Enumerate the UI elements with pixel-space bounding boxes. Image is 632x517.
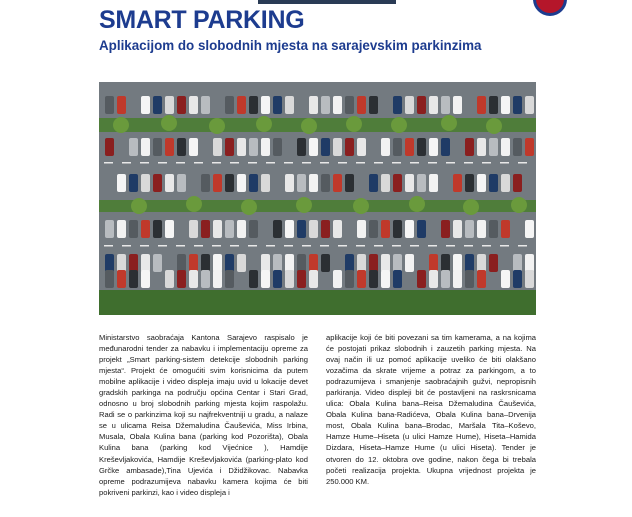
car — [153, 254, 162, 272]
lane-marking — [230, 245, 239, 247]
lane-marking — [356, 162, 365, 164]
car — [177, 270, 186, 288]
car — [309, 96, 318, 114]
lane-marking — [212, 245, 221, 247]
car — [273, 270, 282, 288]
lane-marking — [248, 245, 257, 247]
car — [297, 138, 306, 156]
car — [129, 138, 138, 156]
lane-marking — [518, 162, 527, 164]
car — [333, 220, 342, 238]
lane-marking — [392, 162, 401, 164]
lane-marking — [194, 245, 203, 247]
car — [357, 220, 366, 238]
lane-marking — [500, 162, 509, 164]
car — [261, 174, 270, 192]
car — [297, 254, 306, 272]
car — [417, 174, 426, 192]
car — [225, 220, 234, 238]
article-body-right-column — [326, 332, 536, 487]
car — [441, 138, 450, 156]
car — [405, 254, 414, 272]
car — [165, 270, 174, 288]
car — [189, 254, 198, 272]
car — [189, 96, 198, 114]
parking-lot-aerial-photo — [99, 82, 536, 315]
tree — [409, 196, 425, 212]
car — [489, 254, 498, 272]
car — [465, 174, 474, 192]
car — [441, 254, 450, 272]
lane-marking — [320, 245, 329, 247]
car — [213, 220, 222, 238]
car — [153, 138, 162, 156]
lane-marking — [212, 162, 221, 164]
car — [189, 220, 198, 238]
car — [417, 220, 426, 238]
car — [129, 254, 138, 272]
car — [261, 96, 270, 114]
car — [297, 270, 306, 288]
tree — [463, 199, 479, 215]
car — [237, 174, 246, 192]
car — [285, 254, 294, 272]
car — [429, 270, 438, 288]
car — [309, 138, 318, 156]
car — [381, 220, 390, 238]
car — [141, 174, 150, 192]
car — [321, 220, 330, 238]
tree — [301, 118, 317, 134]
car — [201, 254, 210, 272]
car — [309, 270, 318, 288]
car — [165, 174, 174, 192]
tree — [296, 197, 312, 213]
car — [357, 138, 366, 156]
car — [393, 138, 402, 156]
car — [441, 220, 450, 238]
car — [513, 254, 522, 272]
car — [285, 270, 294, 288]
tree — [441, 115, 457, 131]
car — [477, 254, 486, 272]
car — [225, 96, 234, 114]
article-paragraph-left: Ministarstvo saobraćaja Kantona Sarajevo raspisalo je međunarodni tender za nabavku i implementaciju opreme za projekt „Smart parking-sistem detekcije slobodnih parking mjesta“. Projekt će omogućiti svim korisnicima da putem mobilne aplikacije i video displeja imaju uvid u lokacije devet gradskih parkinga na području općina Centar i Stari Grad, odnosno u broj slobodnih parking mjesta kojim raspolažu. Radi se o parkinzima koji su najfrekventniji u gradu, a nalaze se u ulicama Reisa Džemaludina Čauševića, Miss Irbina, Musala, Obala Kulina bana (parking kod Pozorišta), Obala Kulina bana (parking kod Vijećnice ), Hamdije Kreševljakovića, Hamdije Kreševljakovića (parking-plato kod Grčke ambasade),Tina Ujevića i Džidžikovac. Nabavka opreme podrazumijeva nabavku kamera kojima će biti pokriveni parkinzi, kao i video displeja i — [99, 333, 308, 497]
car — [201, 220, 210, 238]
lane-marking — [158, 162, 167, 164]
car — [117, 174, 126, 192]
car — [525, 270, 534, 288]
car — [141, 220, 150, 238]
lane-marking — [104, 245, 113, 247]
lane-marking — [140, 162, 149, 164]
lane-marking — [446, 245, 455, 247]
lane-marking — [266, 162, 275, 164]
car — [369, 220, 378, 238]
car — [405, 174, 414, 192]
car — [489, 138, 498, 156]
car — [465, 138, 474, 156]
car — [141, 254, 150, 272]
lane-marking — [464, 245, 473, 247]
lane-marking — [320, 162, 329, 164]
car — [105, 254, 114, 272]
lane-marking — [482, 162, 491, 164]
car — [261, 254, 270, 272]
lane-marking — [176, 245, 185, 247]
lane-marking — [374, 162, 383, 164]
car — [453, 270, 462, 288]
car — [393, 254, 402, 272]
car — [249, 220, 258, 238]
car — [249, 174, 258, 192]
car — [117, 254, 126, 272]
lane-marking — [518, 245, 527, 247]
car — [285, 96, 294, 114]
car — [213, 254, 222, 272]
car — [477, 220, 486, 238]
car — [357, 270, 366, 288]
car — [333, 174, 342, 192]
lane-marking — [176, 162, 185, 164]
car — [429, 174, 438, 192]
lane-marking — [410, 245, 419, 247]
lane-marking — [338, 245, 347, 247]
car — [153, 96, 162, 114]
car — [321, 254, 330, 272]
tree — [486, 118, 502, 134]
car — [117, 220, 126, 238]
tree — [346, 116, 362, 132]
car — [105, 138, 114, 156]
car — [345, 174, 354, 192]
car — [525, 96, 534, 114]
lane-marking — [428, 245, 437, 247]
car — [201, 96, 210, 114]
car — [393, 96, 402, 114]
lane-marking — [140, 245, 149, 247]
tree — [391, 117, 407, 133]
car — [345, 96, 354, 114]
car — [441, 96, 450, 114]
car — [357, 96, 366, 114]
article-subtitle: Aplikacijom do slobodnih mjesta na sarajevskim parkinzima — [99, 38, 482, 53]
tree — [209, 118, 225, 134]
lane-marking — [122, 245, 131, 247]
car — [513, 96, 522, 114]
car — [429, 96, 438, 114]
car — [489, 220, 498, 238]
car — [513, 138, 522, 156]
car — [177, 254, 186, 272]
car — [501, 270, 510, 288]
car — [381, 174, 390, 192]
car — [405, 220, 414, 238]
lane-marking — [248, 162, 257, 164]
car — [117, 270, 126, 288]
tree — [511, 197, 527, 213]
article-title: SMART PARKING — [99, 6, 305, 34]
car — [417, 270, 426, 288]
car — [321, 138, 330, 156]
car — [297, 220, 306, 238]
car — [273, 96, 282, 114]
car — [237, 96, 246, 114]
car — [249, 96, 258, 114]
tree — [161, 115, 177, 131]
car — [333, 96, 342, 114]
car — [165, 220, 174, 238]
car — [225, 174, 234, 192]
car — [381, 270, 390, 288]
car — [525, 220, 534, 238]
lane-marking — [338, 162, 347, 164]
car — [369, 254, 378, 272]
car — [141, 96, 150, 114]
car — [309, 174, 318, 192]
car — [381, 254, 390, 272]
car — [429, 254, 438, 272]
car — [465, 270, 474, 288]
car — [489, 174, 498, 192]
lane-marking — [356, 245, 365, 247]
car — [201, 270, 210, 288]
car — [369, 96, 378, 114]
car — [105, 96, 114, 114]
car — [213, 270, 222, 288]
car — [177, 96, 186, 114]
car — [381, 138, 390, 156]
car — [321, 174, 330, 192]
car — [489, 96, 498, 114]
car — [345, 270, 354, 288]
car — [141, 138, 150, 156]
car — [273, 254, 282, 272]
car — [453, 220, 462, 238]
car — [261, 138, 270, 156]
car — [249, 270, 258, 288]
lane-marking — [104, 162, 113, 164]
car — [477, 174, 486, 192]
lane-marking — [302, 245, 311, 247]
lane-marking — [266, 245, 275, 247]
car — [333, 270, 342, 288]
car — [441, 270, 450, 288]
car — [237, 254, 246, 272]
lane-marking — [500, 245, 509, 247]
car — [249, 138, 258, 156]
lane-marking — [122, 162, 131, 164]
lane-marking — [428, 162, 437, 164]
car — [105, 270, 114, 288]
car — [357, 254, 366, 272]
lane-marking — [410, 162, 419, 164]
tree — [256, 116, 272, 132]
car — [321, 96, 330, 114]
car — [297, 174, 306, 192]
car — [141, 270, 150, 288]
lane-marking — [464, 162, 473, 164]
car — [369, 174, 378, 192]
car — [153, 174, 162, 192]
car — [273, 220, 282, 238]
car — [333, 138, 342, 156]
car — [345, 254, 354, 272]
car — [261, 270, 270, 288]
lane-marking — [158, 245, 167, 247]
car — [465, 220, 474, 238]
green-strip — [99, 290, 536, 315]
tree — [353, 198, 369, 214]
car — [201, 174, 210, 192]
car — [513, 270, 522, 288]
car — [501, 220, 510, 238]
car — [393, 174, 402, 192]
article-paragraph-right: aplikacije koji će biti povezani sa tim kamerama, a na kojima će postojati prikaz slobodnih i zauzetih parking mjesta. Na ovaj način ili uz pomoć aplikacije uveliko će biti olakšano vozačima da skrate vrijeme a potraz za parkingom, a to podrazumijeva i smanjenje saobraćajnih gužvi, nepropisnih parkiranja. Video displeji bit će postavljeni na raskrsnicama ulica: Obala Kulina bana–Reisa Džemaludina Čauševića, Obala Kulina bana-Radićeva, Obala Kulina bana–Drvenija most, Obala Kulina bana–Brodac, Maršala Tita–Koševo, Hamze Hume–Hiseta (u ulici Hamze Hume), Hiseta–Hamida Dizdara, Hiseta–Hamze Hume (u ulici Hiseta). Tender je otvoren do 12. oktobra ove godine, nakon čega bi trebala početi realizacija projekta. Ukupna vrijednost projekta je 250.000 KM. — [326, 333, 536, 486]
car — [129, 174, 138, 192]
tree — [113, 117, 129, 133]
lane-marking — [482, 245, 491, 247]
car — [405, 138, 414, 156]
car — [525, 138, 534, 156]
tree — [131, 198, 147, 214]
car — [225, 270, 234, 288]
car — [513, 174, 522, 192]
car — [525, 254, 534, 272]
car — [309, 254, 318, 272]
car — [273, 138, 282, 156]
car — [129, 220, 138, 238]
car — [393, 270, 402, 288]
car — [213, 174, 222, 192]
car — [153, 220, 162, 238]
lane-marking — [284, 245, 293, 247]
car — [405, 96, 414, 114]
car — [417, 96, 426, 114]
car — [129, 270, 138, 288]
car — [189, 138, 198, 156]
magazine-crest-icon — [533, 0, 567, 16]
car — [285, 174, 294, 192]
tree — [241, 199, 257, 215]
car — [417, 138, 426, 156]
lane-marking — [194, 162, 203, 164]
car — [105, 220, 114, 238]
car — [453, 254, 462, 272]
car — [501, 96, 510, 114]
car — [501, 174, 510, 192]
car — [477, 96, 486, 114]
lane-marking — [302, 162, 311, 164]
car — [477, 270, 486, 288]
car — [177, 138, 186, 156]
car — [225, 138, 234, 156]
car — [237, 220, 246, 238]
car — [429, 138, 438, 156]
article-body-left-column — [99, 332, 308, 498]
car — [393, 220, 402, 238]
car — [369, 270, 378, 288]
tree — [186, 196, 202, 212]
car — [213, 138, 222, 156]
header-bar — [258, 0, 396, 4]
lane-marking — [284, 162, 293, 164]
car — [309, 220, 318, 238]
car — [453, 174, 462, 192]
car — [165, 138, 174, 156]
car — [285, 220, 294, 238]
car — [345, 138, 354, 156]
lane-marking — [446, 162, 455, 164]
car — [117, 96, 126, 114]
car — [165, 96, 174, 114]
car — [189, 270, 198, 288]
lane-marking — [374, 245, 383, 247]
car — [177, 174, 186, 192]
car — [501, 138, 510, 156]
lane-marking — [392, 245, 401, 247]
car — [225, 254, 234, 272]
lane-marking — [230, 162, 239, 164]
car — [453, 96, 462, 114]
car — [465, 254, 474, 272]
car — [477, 138, 486, 156]
car — [237, 138, 246, 156]
